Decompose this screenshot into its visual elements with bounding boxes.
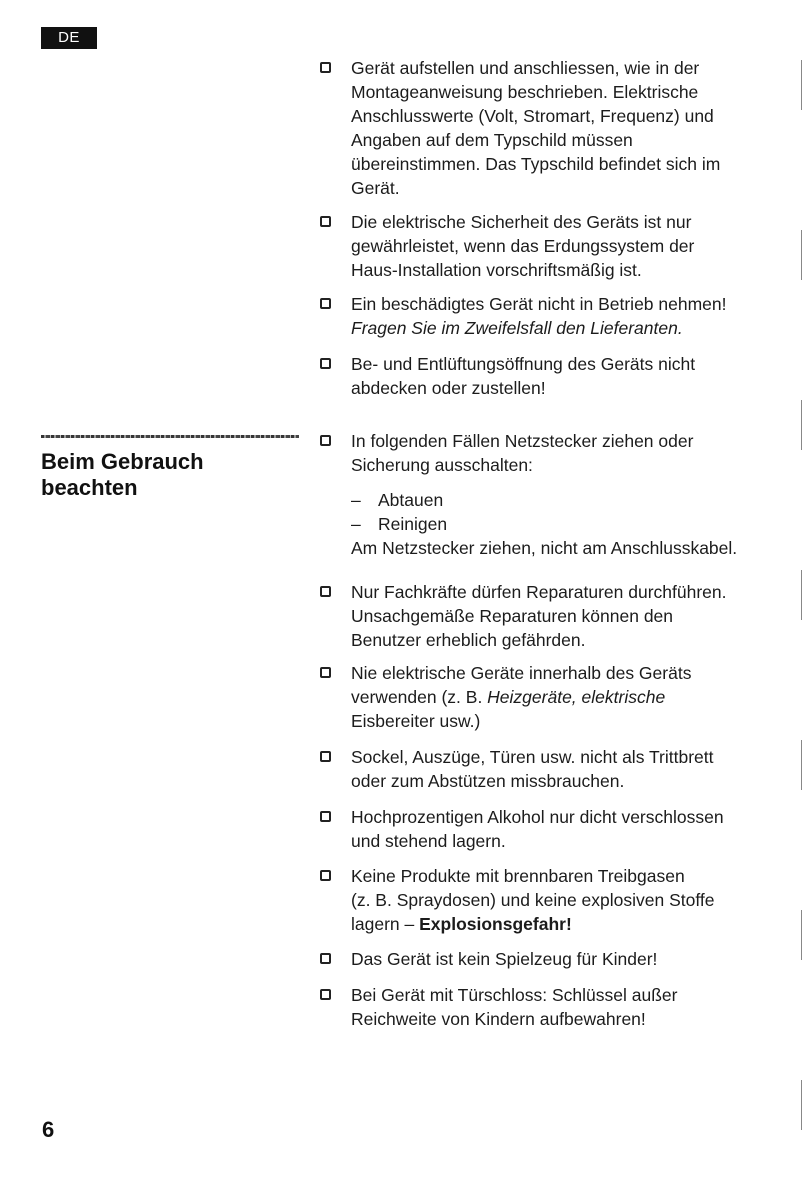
checkbox-bullet-icon [320, 953, 331, 964]
item-text: Sicherung ausschalten: [351, 455, 533, 475]
item-text: Gerät. [351, 178, 400, 198]
dash-item-text: Abtauen [378, 490, 444, 510]
list-item [320, 864, 780, 936]
list-item [320, 292, 780, 340]
item-text: Das Gerät ist kein Spielzeug für Kinder! [351, 949, 658, 969]
language-badge: DE [41, 27, 97, 49]
item-text: Bei Gerät mit Türschloss: Schlüssel außer [351, 985, 678, 1005]
list-item [320, 983, 780, 1031]
checkbox-bullet-icon [320, 811, 331, 822]
item-text: Nie elektrische Geräte innerhalb des Geräts [351, 663, 692, 683]
checkbox-bullet-icon [320, 435, 331, 446]
item-text: Be- und Entlüftungsöffnung des Geräts nicht [351, 354, 696, 374]
item-text: Eisbereiter usw.) [351, 711, 481, 731]
checkbox-bullet-icon [320, 586, 331, 597]
item-text: Am Netzstecker ziehen, nicht am Anschlusskabel. [351, 538, 738, 558]
checkbox-bullet-icon [320, 989, 331, 1000]
section-heading-line: beachten [41, 475, 138, 500]
page-number: 6 [42, 1117, 55, 1142]
item-text-italic: Fragen Sie im Zweifelsfall den Lieferanten. [351, 318, 683, 338]
item-text: Keine Produkte mit brennbaren Treibgasen [351, 866, 685, 886]
list-item [320, 56, 780, 200]
item-text-italic: Heizgeräte, elektrische [487, 687, 666, 707]
section-heading-line: Beim Gebrauch [41, 449, 204, 474]
item-text-mixed [351, 912, 780, 936]
item-text: lagern – [351, 914, 420, 934]
list-item [320, 805, 780, 853]
list-item [320, 580, 780, 652]
list-item [320, 210, 780, 282]
item-text: Benutzer erheblich gefährden. [351, 630, 586, 650]
checkbox-bullet-icon [320, 62, 331, 73]
item-text: Unsachgemäße Reparaturen können den [351, 606, 674, 626]
item-text: Angaben auf dem Typschild müssen [351, 130, 633, 150]
list-item [320, 947, 780, 971]
dash-item-text: Reinigen [378, 514, 448, 534]
list-item [320, 661, 780, 733]
item-text: Nur Fachkräfte dürfen Reparaturen durchführen. [351, 582, 727, 602]
checkbox-bullet-icon [320, 358, 331, 369]
checkbox-bullet-icon [320, 751, 331, 762]
item-text: übereinstimmen. Das Typschild befindet sich im [351, 154, 721, 174]
item-text: Anschlusswerte (Volt, Stromart, Frequenz) und [351, 106, 714, 126]
checkbox-bullet-icon [320, 667, 331, 678]
item-text: und stehend lagern. [351, 831, 506, 851]
item-text: Sockel, Auszüge, Türen usw. nicht als Trittbrett [351, 747, 714, 767]
section-divider [41, 435, 299, 438]
item-text: Gerät aufstellen und anschliessen, wie in der [351, 58, 700, 78]
list-item [320, 352, 780, 400]
dash-item: – Abtauen [351, 490, 444, 510]
item-text: Reichweite von Kindern aufbewahren! [351, 1009, 646, 1029]
section-heading [41, 449, 281, 501]
dash-item: – Reinigen [351, 514, 448, 534]
checkbox-bullet-icon [320, 216, 331, 227]
warning-text: Explosionsgefahr! [419, 914, 572, 934]
checkbox-bullet-icon [320, 298, 331, 309]
checkbox-bullet-icon [320, 870, 331, 881]
item-text: abdecken oder zustellen! [351, 378, 546, 398]
item-text: (z. B. Spraydosen) und keine explosiven Stoffe [351, 890, 715, 910]
list-item [320, 429, 780, 560]
item-text: Ein beschädigtes Gerät nicht in Betrieb nehmen! [351, 294, 727, 314]
item-text: Montageanweisung beschrieben. Elektrische [351, 82, 699, 102]
item-text: Haus-Installation vorschriftsmäßig ist. [351, 260, 642, 280]
item-text: verwenden (z. B. [351, 687, 488, 707]
scan-edge [801, 0, 802, 1195]
item-text: oder zum Abstützen missbrauchen. [351, 771, 625, 791]
item-text: Hochprozentigen Alkohol nur dicht verschlossen [351, 807, 724, 827]
item-text: gewährleistet, wenn das Erdungssystem der [351, 236, 695, 256]
item-text: In folgenden Fällen Netzstecker ziehen oder [351, 431, 694, 451]
list-item [320, 745, 780, 793]
item-text: Die elektrische Sicherheit des Geräts ist nur [351, 212, 692, 232]
item-text-mixed [351, 685, 780, 709]
